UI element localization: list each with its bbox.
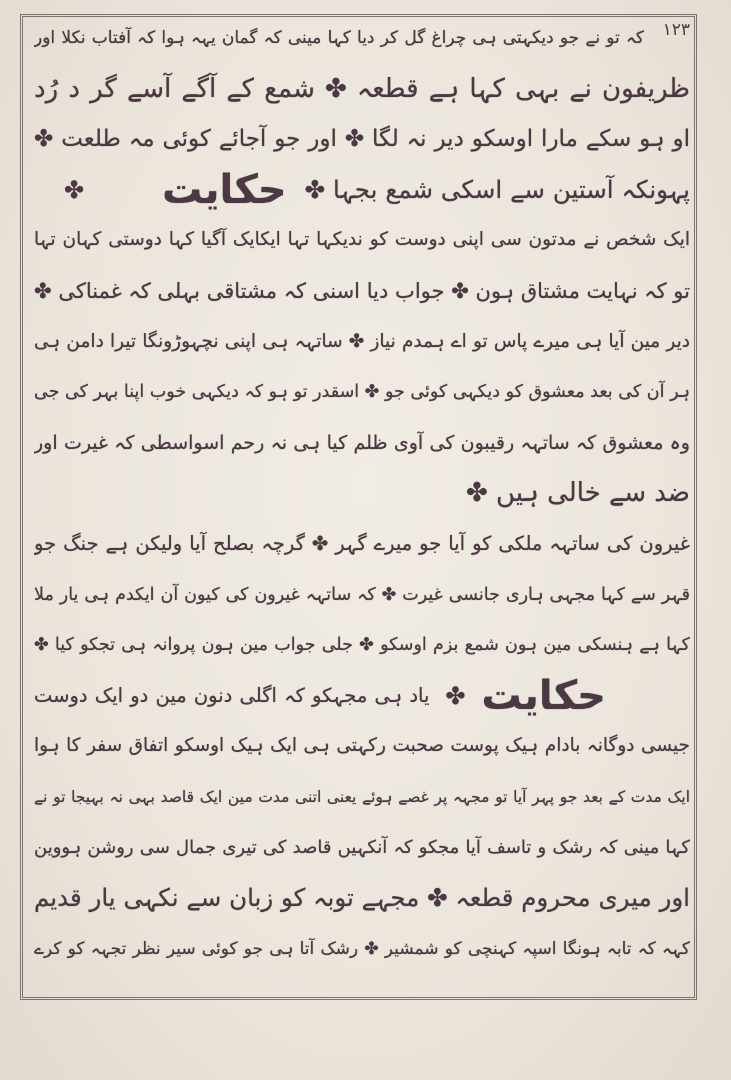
text-line: ایک مدت کے بعد جو پہر آیا تو مجہہ پر غصے ہوئے یعنی اتنی مدت مین ایک قاصد بہی نہ بہیجا تو نے [34, 787, 690, 806]
text-line: کہ تو نے جو دیکہتی ہی چراغ گل کر دیا کہا مینی کہ گمان یہہ ہوا کہ آفتاب نکلا اور [34, 28, 644, 48]
text-segment: پہونکہ آستین سے اسکی شمع بجہا ✤ [304, 174, 690, 204]
text-line: کہا ہے ہنسکی مین ہون شمع بزم اوسکو ✤ جلی جواب مین ہون پروانہ ہی تجکو کیا ✤ [34, 635, 690, 656]
text-line: قہر سے کہا مجہی ہاری جانسی غیرت ✤ کہ ساتہہ غیرون کی کیون آن ایکدم ہی یار ملا [34, 584, 690, 605]
text-segment: یاد ہی مجہکو کہ اگلی دنون مین دو ایک دوست [34, 683, 430, 707]
text-line: ظریفون نے بہی کہا ہے قطعہ ✤ شمع کے آگے آسے گر د رُد [34, 73, 690, 104]
text-line: او ہو سکے مارا اوسکو دیر نہ لگا ✤ اور جو آجائے کوئی مہ طلعت ✤ [34, 126, 690, 153]
text-block [34, 13, 690, 974]
ornament-mark: ✤ [64, 175, 85, 204]
text-line: ہر آن کی بعد معشوق کو دیکہی کوئی جو ✤ اسقدر تو ہو کہ دیکہی خوب اپنا بہر کی جی [34, 382, 690, 403]
text-line: جیسی دوگانہ بادام ہیک پوست صحبت رکہتی ہی ایک ہیک اوسکو اتفاق سفر کا ہوا [34, 735, 690, 757]
text-line: کہا مینی کہ رشک و تاسف آیا مجکو کہ آنکہیں قاصد کی تیری جمال سی روشن ہووین [34, 836, 690, 858]
page-number: ۱۲۳ [662, 20, 690, 40]
text-line: ضد سے خالی ہیں ✤ [465, 478, 690, 509]
story-heading: حکایت [481, 672, 606, 719]
text-line [34, 671, 690, 722]
ornament-mark: ✤ [445, 681, 466, 710]
story-heading: حکایت [162, 166, 287, 213]
text-line: دیر مین آیا ہی میرے پاس تو اے ہمدم نیاز ✤ ساتہہ ہی اپنی نچہوڑونگا تیرا دامن ہی [34, 330, 690, 352]
text-line: کہہ کہ تابہ ہونگا اسپہ کہنچی کو شمشیر ✤ رشک آتا ہی جو کوئی سیر نظر تجہہ کو کرے [34, 938, 690, 959]
text-line: تو کہ نہایت مشتاق ہون ✤ جواب دیا اسنی کہ مشتاقی بہلی کہ غمناکی ✤ [34, 278, 690, 303]
text-line: اور میری محروم قطعہ ✤ مجہے توبہ کو زبان سے نکہی یار قدیم [34, 883, 690, 913]
text-line: ایک شخص نے مدتون سی اپنی دوست کو ندیکہا تہا ایکایک آگیا کہا دوستی کہان تہا [34, 229, 690, 251]
text-line: غیرون کی ساتہہ ملکی کو آیا جو میرے گہر ✤ گرچہ بصلح آیا ولیکن ہے جنگ جو [34, 531, 690, 555]
text-line: وہ معشوق کہ ساتہہ رقیبون کی آوی ظلم کیا ہی نہ رحم اسواسطی کہ غیرت اور [34, 431, 690, 454]
text-line [34, 165, 690, 216]
